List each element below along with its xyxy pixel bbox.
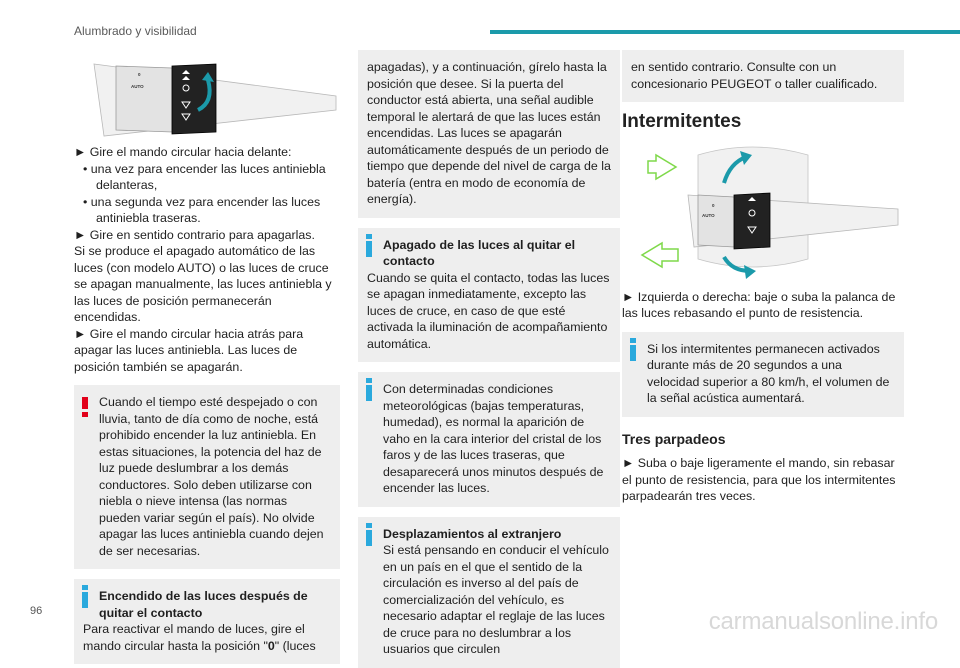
info-text: Cuando se quita el contacto, todas las luces se apagan inmediatamente, excepto las luces de cruce, en caso de que esté activada la iluminación de acompañamiento automática. bbox=[367, 270, 610, 351]
bullet-item: • una segunda vez para encender las luces antiniebla traseras. bbox=[83, 194, 321, 225]
knob-auto-label: AUTO bbox=[702, 212, 715, 218]
info-icon bbox=[82, 592, 88, 608]
column-1 bbox=[74, 50, 340, 664]
watermark: carmanualsonline.info bbox=[708, 608, 938, 635]
info-icon bbox=[366, 241, 372, 257]
knob-digit: 0 bbox=[138, 72, 141, 77]
column-3 bbox=[622, 50, 904, 505]
warning-icon bbox=[82, 397, 88, 409]
paragraph: Si se produce el apagado automático de las luces (con modelo AUTO) o las luces de cruce se apagan manualmente, las luces antiniebla y las luces de posición permanecerán encendidas. bbox=[74, 244, 332, 324]
turn-signal-illustration bbox=[622, 143, 904, 281]
fog-light-stalk-illustration bbox=[74, 50, 340, 138]
info-box bbox=[358, 517, 620, 668]
info-text: Con determinadas condiciones meteorológicas (bajas temperaturas, humedad), es normal la aparición de vaho en la cara interior del cristal de los faros y de las luces traseras, que desaparecerá unos minutos después de encender las luces. bbox=[383, 382, 604, 495]
lighting-stalk-image bbox=[74, 50, 340, 138]
info-box bbox=[358, 228, 620, 363]
instruction-line: ► Suba o baje ligeramente el mando, sin rebasar el punto de resistencia, para que los intermitentes parpadearán tres veces. bbox=[622, 456, 896, 503]
warning-text: Cuando el tiempo esté despejado o con lluvia, tanto de día como de noche, está prohibido encender la luz antiniebla. En estas situaciones, la potencia del haz de luz puede deslumbrar a los demás conductores. Solo deben utilizarse con niebla o nieve intensa (las normas pueden variar según el país). No olvide apagar las luces antiniebla cuando dejen de ser necesarias. bbox=[99, 395, 324, 558]
info-box-continued bbox=[358, 50, 620, 218]
header-title: Alumbrado y visibilidad bbox=[74, 24, 197, 38]
section-title: Intermitentes bbox=[622, 111, 742, 132]
info-title: Apagado de las luces al quitar el contacto bbox=[383, 237, 576, 268]
info-text: Si los intermitentes permanecen activados durante más de 20 segundos a una velocidad superior a 80 km/h, el volumen de la señal acústica aumentará. bbox=[647, 341, 890, 405]
page-number: 96 bbox=[30, 605, 43, 617]
turn-signal-stalk-image bbox=[622, 143, 904, 281]
info-icon bbox=[366, 530, 372, 546]
info-icon bbox=[366, 385, 372, 401]
bullet-item: • una vez para encender las luces antiniebla delanteras, bbox=[83, 161, 326, 192]
header-accent-bar bbox=[490, 30, 960, 34]
info-title: Desplazamientos al extranjero bbox=[383, 526, 562, 541]
info-box-continued bbox=[622, 50, 904, 102]
column-2 bbox=[358, 50, 620, 668]
info-text: apagadas), y a continuación, gírelo hasta la posición que desee. Si la puerta del conductor está abierta, una señal audible temporal le alertará de que las luces están encendidas. Las luces se apagarán automáticamente después de un periodo de tiempo que depende del nivel de carga de la batería (entra en modo de economía de energía). bbox=[367, 60, 611, 206]
knob-auto-label: AUTO bbox=[131, 84, 144, 89]
warning-box bbox=[74, 385, 340, 569]
instruction-line: ► Izquierda o derecha: baje o suba la palanca de las luces rebasando el punto de resistencia. bbox=[622, 289, 896, 320]
info-box bbox=[358, 372, 620, 507]
subsection-title: Tres parpadeos bbox=[622, 430, 726, 447]
info-text: en sentido contrario. Consulte con un concesionario PEUGEOT o taller cualificado. bbox=[631, 60, 878, 91]
knob-digit: 0 bbox=[712, 202, 715, 208]
instruction-line: ► Gire en sentido contrario para apagarlas. bbox=[74, 227, 315, 242]
instruction-line: ► Gire el mando circular hacia delante: bbox=[74, 145, 292, 159]
instruction-line: ► Gire el mando circular hacia atrás para apagar las luces antiniebla. Las luces de posición también se apagarán. bbox=[74, 326, 304, 374]
info-icon bbox=[630, 345, 636, 361]
info-text: Si está pensando en conducir el vehículo en un país en el que el sentido de la circulación es inverso al del país de comercialización del vehículo, es necesario adaptar el reglaje de las luces de cruce para no deslumbrar a los usuarios que circulen bbox=[383, 543, 609, 656]
info-text: Para reactivar el mando de luces, gire el mando circular hasta la posición "0" (luces bbox=[83, 622, 316, 653]
info-title: Encendido de las luces después de quitar el contacto bbox=[99, 589, 308, 620]
info-box bbox=[74, 579, 340, 664]
info-box bbox=[622, 332, 904, 417]
